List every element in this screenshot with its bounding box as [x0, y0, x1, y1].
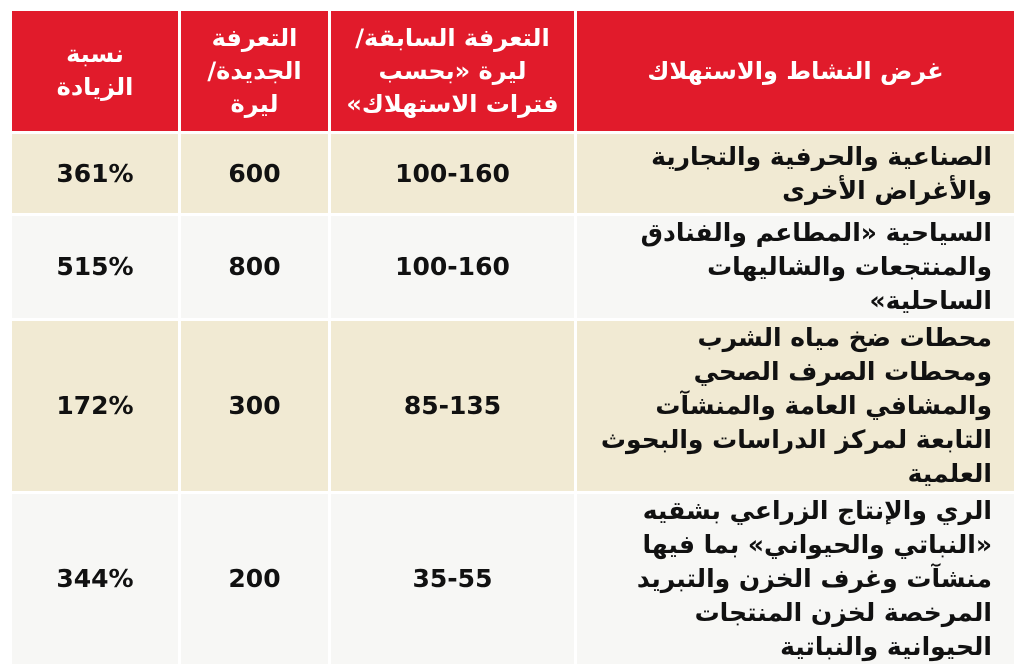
table-row [11, 320, 1016, 493]
header-activity: غرض النشاط والاستهلاك [576, 10, 1016, 133]
cell-new-tariff: 600 [180, 133, 330, 215]
header-new-tariff: التعرفة الجديدة/ ليرة [180, 10, 330, 133]
cell-increase: 172% [11, 320, 180, 493]
tariff-table-container [9, 8, 1014, 661]
table-row [11, 133, 1016, 215]
cell-old-tariff: 100-160 [330, 133, 576, 215]
cell-increase: 344% [11, 493, 180, 666]
cell-new-tariff: 200 [180, 493, 330, 666]
cell-old-tariff: 35-55 [330, 493, 576, 666]
cell-old-tariff: 100-160 [330, 215, 576, 320]
header-old-tariff: التعرفة السابقة/ ليرة «بحسب فترات الاستهلاك» [330, 10, 576, 133]
header-row [11, 10, 1016, 133]
cell-old-tariff: 85-135 [330, 320, 576, 493]
cell-increase: 361% [11, 133, 180, 215]
tariff-table [9, 8, 1017, 667]
cell-activity: الصناعية والحرفية والتجارية والأغراض الأخرى [576, 133, 1016, 215]
cell-activity: الري والإنتاج الزراعي بشقيه «النباتي والحيواني» بما فيها منشآت وغرف الخزن والتبريد المرخصة لخزن المنتجات الحيوانية والنباتية [576, 493, 1016, 666]
cell-new-tariff: 800 [180, 215, 330, 320]
header-increase: نسبة الزيادة [11, 10, 180, 133]
table-row [11, 215, 1016, 320]
cell-new-tariff: 300 [180, 320, 330, 493]
table-row [11, 493, 1016, 666]
cell-increase: 515% [11, 215, 180, 320]
cell-activity: السياحية «المطاعم والفنادق والمنتجعات والشاليهات الساحلية» [576, 215, 1016, 320]
cell-activity: محطات ضخ مياه الشرب ومحطات الصرف الصحي والمشافي العامة والمنشآت التابعة لمركز الدراسات والبحوث العلمية [576, 320, 1016, 493]
